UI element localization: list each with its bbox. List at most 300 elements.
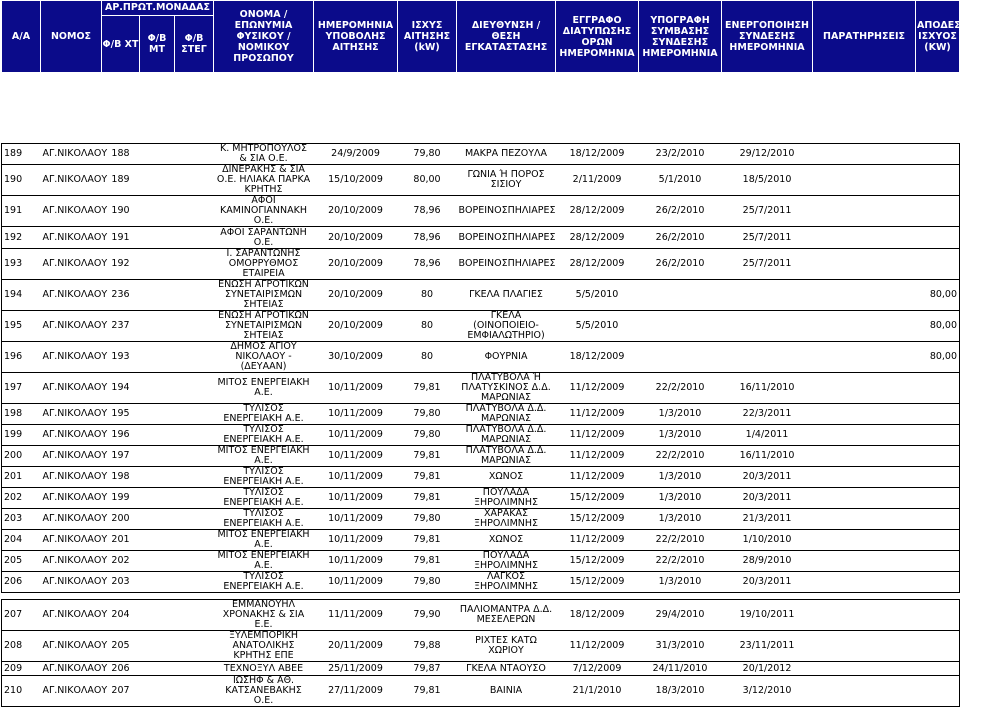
cell-xt: 202 (102, 551, 140, 572)
cell-parat (813, 425, 916, 446)
cell-onoma: ΞΥΛΕΜΠΟΡΙΚΗ ΑΝΑΤΟΛΙΚΗΣ ΚΡΗΤΗΣ ΕΠΕ (214, 631, 314, 662)
cell-parat (813, 530, 916, 551)
cell-eggrafo: 18/12/2009 (556, 144, 639, 165)
cell-energ: 18/5/2010 (722, 165, 813, 196)
cell-aa: 208 (2, 631, 41, 662)
cell-energ: 1/10/2010 (722, 530, 813, 551)
cell-kw: 79,81 (398, 488, 457, 509)
cell-ypografi: 1/3/2010 (639, 509, 722, 530)
table-row (2, 676, 960, 707)
cell-onoma: ΤΥΛΙΣΟΣ ΕΝΕΡΓΕΙΑΚΗ Α.Ε. (214, 467, 314, 488)
cell-eggrafo: 11/12/2009 (556, 404, 639, 425)
cell-steg (175, 572, 214, 593)
cell-energ: 21/3/2011 (722, 509, 813, 530)
header-apodesmeusi: ΑΠΟΔΕΣΜΕΥΣΗ ΙΣΧΥΟΣ (KW) (916, 1, 960, 73)
cell-parat (813, 165, 916, 196)
cell-nomos: ΑΓ.ΝΙΚΟΛΑΟΥ (41, 373, 102, 404)
cell-hm: 10/11/2009 (314, 446, 398, 467)
cell-parat (813, 600, 916, 631)
cell-onoma: ΕΝΩΣΗ ΑΓΡΟΤΙΚΩΝ ΣΥΝΕΤΑΙΡΙΣΜΩΝ ΣΗΤΕΙΑΣ (214, 311, 314, 342)
cell-energ: 22/3/2011 (722, 404, 813, 425)
cell-nomos: ΑΓ.ΝΙΚΟΛΑΟΥ (41, 600, 102, 631)
cell-aa: 189 (2, 144, 41, 165)
table-row (2, 467, 960, 488)
cell-kw: 79,81 (398, 676, 457, 707)
cell-eggrafo: 15/12/2009 (556, 488, 639, 509)
header-onoma: ΟΝΟΜΑ / ΕΠΩΝΥΜΙΑ ΦΥΣΙΚΟΥ / ΝΟΜΙΚΟΥ ΠΡΟΣΩΠΟΥ (214, 1, 314, 73)
cell-dief: ΜΑΚΡΑ ΠΕΖΟΥΛΑ (457, 144, 556, 165)
cell-steg (175, 404, 214, 425)
cell-parat (813, 446, 916, 467)
cell-parat (813, 572, 916, 593)
cell-steg (175, 631, 214, 662)
table-row (2, 600, 960, 631)
cell-dief: ΒΟΡΕΙΝΟΣΠΗΛΙΑΡΕΣ (457, 196, 556, 227)
cell-parat (813, 551, 916, 572)
table-row (2, 662, 960, 676)
cell-steg (175, 165, 214, 196)
cell-kw: 78,96 (398, 196, 457, 227)
cell-xt: 194 (102, 373, 140, 404)
cell-aa: 195 (2, 311, 41, 342)
cell-eggrafo: 28/12/2009 (556, 227, 639, 249)
cell-mt (140, 280, 175, 311)
cell-xt: 190 (102, 196, 140, 227)
cell-xt: 237 (102, 311, 140, 342)
cell-onoma: ΙΩΣΗΦ & ΑΘ. ΚΑΤΣΑΝΕΒΑΚΗΣ Ο.Ε. (214, 676, 314, 707)
cell-hm: 10/11/2009 (314, 373, 398, 404)
cell-onoma: ΔΙΝΕΡΑΚΗΣ & ΣΙΑ Ο.Ε. ΗΛΙΑΚΑ ΠΑΡΚΑ ΚΡΗΤΗΣ (214, 165, 314, 196)
cell-apod (916, 488, 960, 509)
table-row (2, 425, 960, 446)
cell-kw: 79,81 (398, 446, 457, 467)
cell-energ: 20/1/2012 (722, 662, 813, 676)
table-row (2, 373, 960, 404)
table-row (2, 488, 960, 509)
cell-parat (813, 488, 916, 509)
cell-kw: 79,88 (398, 631, 457, 662)
cell-dief: ΒΑΙΝΙΑ (457, 676, 556, 707)
cell-xt: 196 (102, 425, 140, 446)
cell-nomos: ΑΓ.ΝΙΚΟΛΑΟΥ (41, 404, 102, 425)
header-fb-steg: Φ/Β ΣΤΕΓ (174, 16, 213, 72)
cell-ypografi: 29/4/2010 (639, 600, 722, 631)
cell-eggrafo: 18/12/2009 (556, 342, 639, 373)
table-row (2, 404, 960, 425)
cell-nomos: ΑΓ.ΝΙΚΟΛΑΟΥ (41, 488, 102, 509)
cell-parat (813, 373, 916, 404)
cell-mt (140, 467, 175, 488)
cell-parat (813, 676, 916, 707)
cell-hm: 20/10/2009 (314, 280, 398, 311)
header-fb-group (102, 1, 214, 73)
cell-nomos: ΑΓ.ΝΙΚΟΛΑΟΥ (41, 572, 102, 593)
cell-onoma: ΜΙΤΟΣ ΕΝΕΡΓΕΙΑΚΗ Α.Ε. (214, 373, 314, 404)
cell-onoma: ΕΜΜΑΝΟΥΗΛ ΧΡΟΝΑΚΗΣ & ΣΙΑ Ε.Ε. (214, 600, 314, 631)
cell-parat (813, 196, 916, 227)
cell-parat (813, 342, 916, 373)
cell-dief: ΠΟΥΛΑΔΑ ΞΗΡΟΛΙΜΝΗΣ (457, 488, 556, 509)
cell-dief: ΠΛΑΤΥΒΟΛΑ Δ.Δ. ΜΑΡΩΝΙΑΣ (457, 425, 556, 446)
cell-onoma: ΜΙΤΟΣ ΕΝΕΡΓΕΙΑΚΗ Α.Ε. (214, 551, 314, 572)
cell-aa: 196 (2, 342, 41, 373)
cell-xt: 204 (102, 600, 140, 631)
cell-dief: ΧΩΝΟΣ (457, 530, 556, 551)
cell-apod (916, 676, 960, 707)
cell-apod (916, 144, 960, 165)
cell-mt (140, 165, 175, 196)
header-ypografi: ΥΠΟΓΡΑΦΗ ΣΥΜΒΑΣΗΣ ΣΥΝΔΕΣΗΣ ΗΜΕΡΟΜΗΝΙΑ (639, 1, 722, 73)
cell-mt (140, 196, 175, 227)
cell-xt: 189 (102, 165, 140, 196)
cell-dief: ΦΟΥΡΝΙΑ (457, 342, 556, 373)
cell-kw: 79,80 (398, 144, 457, 165)
table-row (2, 280, 960, 311)
cell-kw: 79,80 (398, 404, 457, 425)
cell-hm: 15/10/2009 (314, 165, 398, 196)
cell-ypografi (639, 311, 722, 342)
table-row (2, 342, 960, 373)
header-hm-ypovolis: ΗΜΕΡΟΜΗΝΙΑ ΥΠΟΒΟΛΗΣ ΑΙΤΗΣΗΣ (314, 1, 398, 73)
cell-energ: 25/7/2011 (722, 249, 813, 280)
table-row (2, 572, 960, 593)
cell-steg (175, 196, 214, 227)
cell-parat (813, 227, 916, 249)
cell-aa: 210 (2, 676, 41, 707)
cell-ypografi: 18/3/2010 (639, 676, 722, 707)
cell-kw: 80,00 (398, 165, 457, 196)
cell-xt: 206 (102, 662, 140, 676)
cell-mt (140, 572, 175, 593)
cell-aa: 202 (2, 488, 41, 509)
cell-dief: ΒΟΡΕΙΝΟΣΠΗΛΙΑΡΕΣ (457, 227, 556, 249)
cell-onoma: ΜΙΤΟΣ ΕΝΕΡΓΕΙΑΚΗ Α.Ε. (214, 530, 314, 551)
header-row (2, 1, 960, 73)
cell-aa: 200 (2, 446, 41, 467)
header-diefthinsi: ΔΙΕΥΘΥΝΣΗ / ΘΕΣΗ ΕΓΚΑΤΑΣΤΑΣΗΣ (457, 1, 556, 73)
cell-mt (140, 488, 175, 509)
cell-nomos: ΑΓ.ΝΙΚΟΛΑΟΥ (41, 165, 102, 196)
cell-mt (140, 551, 175, 572)
cell-steg (175, 227, 214, 249)
cell-onoma: ΤΥΛΙΣΟΣ ΕΝΕΡΓΕΙΑΚΗ Α.Ε. (214, 488, 314, 509)
header-aa: Α/Α (2, 1, 41, 73)
cell-dief: ΛΑΓΚΟΣ ΞΗΡΟΛΙΜΝΗΣ (457, 572, 556, 593)
cell-mt (140, 509, 175, 530)
cell-onoma: ΑΦΟΙ ΣΑΡΑΝΤΩΝΗ Ο.Ε. (214, 227, 314, 249)
cell-xt: 205 (102, 631, 140, 662)
cell-xt: 195 (102, 404, 140, 425)
cell-apod (916, 404, 960, 425)
cell-ypografi: 22/2/2010 (639, 530, 722, 551)
cell-aa: 197 (2, 373, 41, 404)
cell-xt: 207 (102, 676, 140, 707)
cell-eggrafo: 28/12/2009 (556, 196, 639, 227)
header-ar-prot: ΑΡ.ΠΡΩΤ.ΜΟΝΑΔΑΣ (102, 1, 213, 16)
cell-onoma: ΔΗΜΟΣ ΑΓΙΟΥ ΝΙΚΟΛΑΟΥ - (ΔΕΥΑΑΝ) (214, 342, 314, 373)
cell-apod (916, 467, 960, 488)
cell-energ: 3/12/2010 (722, 676, 813, 707)
cell-onoma: ΤΥΛΙΣΟΣ ΕΝΕΡΓΕΙΑΚΗ Α.Ε. (214, 509, 314, 530)
cell-parat (813, 509, 916, 530)
cell-eggrafo: 5/5/2010 (556, 311, 639, 342)
cell-kw: 79,81 (398, 467, 457, 488)
cell-mt (140, 249, 175, 280)
cell-mt (140, 404, 175, 425)
cell-eggrafo: 18/12/2009 (556, 600, 639, 631)
cell-xt: 236 (102, 280, 140, 311)
cell-aa: 205 (2, 551, 41, 572)
cell-onoma: ΑΦΟΙ ΚΑΜΙΝΟΓΙΑΝΝΑΚΗ Ο.Ε. (214, 196, 314, 227)
cell-ypografi: 31/3/2010 (639, 631, 722, 662)
cell-ypografi: 22/2/2010 (639, 373, 722, 404)
cell-mt (140, 311, 175, 342)
cell-hm: 10/11/2009 (314, 530, 398, 551)
cell-nomos: ΑΓ.ΝΙΚΟΛΑΟΥ (41, 196, 102, 227)
cell-nomos: ΑΓ.ΝΙΚΟΛΑΟΥ (41, 342, 102, 373)
cell-mt (140, 676, 175, 707)
cell-steg (175, 530, 214, 551)
cell-nomos: ΑΓ.ΝΙΚΟΛΑΟΥ (41, 530, 102, 551)
cell-energ: 20/3/2011 (722, 467, 813, 488)
cell-mt (140, 425, 175, 446)
cell-ypografi: 1/3/2010 (639, 488, 722, 509)
cell-energ: 28/9/2010 (722, 551, 813, 572)
cell-nomos: ΑΓ.ΝΙΚΟΛΑΟΥ (41, 249, 102, 280)
cell-dief: ΓΩΝΙΑ Ή ΠΟΡΟΣ ΣΙΣΙΟΥ (457, 165, 556, 196)
cell-xt: 198 (102, 467, 140, 488)
cell-apod (916, 165, 960, 196)
cell-ypografi: 1/3/2010 (639, 425, 722, 446)
cell-dief: ΠΛΑΤΥΒΟΛΑ Ή ΠΛΑΤΥΣΚΙΝΟΣ Δ.Δ. ΜΑΡΩΝΙΑΣ (457, 373, 556, 404)
cell-steg (175, 600, 214, 631)
cell-hm: 20/10/2009 (314, 249, 398, 280)
cell-energ (722, 280, 813, 311)
cell-steg (175, 280, 214, 311)
table-row (2, 631, 960, 662)
cell-steg (175, 551, 214, 572)
cell-apod (916, 425, 960, 446)
cell-nomos: ΑΓ.ΝΙΚΟΛΑΟΥ (41, 425, 102, 446)
cell-apod (916, 631, 960, 662)
cell-mt (140, 530, 175, 551)
header-paratiriseis: ΠΑΡΑΤΗΡΗΣΕΙΣ (813, 1, 916, 73)
cell-aa: 203 (2, 509, 41, 530)
cell-eggrafo: 11/12/2009 (556, 446, 639, 467)
cell-eggrafo: 7/12/2009 (556, 662, 639, 676)
cell-eggrafo: 15/12/2009 (556, 572, 639, 593)
cell-nomos: ΑΓ.ΝΙΚΟΛΑΟΥ (41, 676, 102, 707)
cell-kw: 78,96 (398, 249, 457, 280)
cell-nomos: ΑΓ.ΝΙΚΟΛΑΟΥ (41, 311, 102, 342)
cell-onoma: ΤΥΛΙΣΟΣ ΕΝΕΡΓΕΙΑΚΗ Α.Ε. (214, 404, 314, 425)
cell-eggrafo: 15/12/2009 (556, 509, 639, 530)
cell-hm: 10/11/2009 (314, 467, 398, 488)
cell-xt: 193 (102, 342, 140, 373)
cell-kw: 79,80 (398, 572, 457, 593)
cell-dief: ΓΚΕΛΑ ΝΤΑΟΥΣΟ (457, 662, 556, 676)
cell-eggrafo: 11/12/2009 (556, 373, 639, 404)
cell-parat (813, 249, 916, 280)
cell-kw: 80 (398, 311, 457, 342)
cell-hm: 20/11/2009 (314, 631, 398, 662)
cell-eggrafo: 11/12/2009 (556, 425, 639, 446)
cell-apod (916, 509, 960, 530)
cell-nomos: ΑΓ.ΝΙΚΟΛΑΟΥ (42, 662, 108, 674)
cell-energ: 25/7/2011 (722, 227, 813, 249)
cell-aa: 199 (2, 425, 41, 446)
cell-ypografi: 26/2/2010 (639, 249, 722, 280)
cell-ypografi: 1/3/2010 (639, 572, 722, 593)
cell-ypografi: 24/11/2010 (639, 662, 722, 676)
cell-kw: 80 (398, 342, 457, 373)
cell-xt: 201 (102, 530, 140, 551)
cell-hm: 10/11/2009 (314, 509, 398, 530)
cell-nomos: ΑΓ.ΝΙΚΟΛΑΟΥ (41, 467, 102, 488)
cell-xt: 199 (102, 488, 140, 509)
cell-nomos: ΑΓ.ΝΙΚΟΛΑΟΥ (41, 227, 102, 249)
cell-apod (916, 530, 960, 551)
header-fb-xt: Φ/Β ΧΤ (102, 38, 139, 50)
cell-hm: 10/11/2009 (314, 551, 398, 572)
cell-energ (722, 342, 813, 373)
cell-onoma: ΕΝΩΣΗ ΑΓΡΟΤΙΚΩΝ ΣΥΝΕΤΑΙΡΙΣΜΩΝ ΣΗΤΕΙΑΣ (214, 280, 314, 311)
cell-steg (175, 144, 214, 165)
cell-nomos: ΑΓ.ΝΙΚΟΛΑΟΥ (41, 446, 102, 467)
cell-parat (813, 311, 916, 342)
cell-energ: 29/12/2010 (722, 144, 813, 165)
cell-parat (813, 631, 916, 662)
cell-energ: 1/4/2011 (722, 425, 813, 446)
cell-onoma: Κ. ΜΗΤΡΟΠΟΥΛΟΣ & ΣΙΑ Ο.Ε. (214, 144, 314, 165)
cell-kw: 78,96 (398, 227, 457, 249)
cell-apod: 80,00 (916, 280, 960, 311)
table-row (2, 144, 960, 165)
cell-eggrafo: 28/12/2009 (556, 249, 639, 280)
cell-dief: ΧΩΝΟΣ (457, 467, 556, 488)
cell-eggrafo: 21/1/2010 (556, 676, 639, 707)
cell-energ: 16/11/2010 (722, 446, 813, 467)
cell-dief: ΒΟΡΕΙΝΟΣΠΗΛΙΑΡΕΣ (457, 249, 556, 280)
cell-aa: 190 (2, 165, 41, 196)
cell-xt: 200 (102, 509, 140, 530)
cell-xt: 188 (102, 144, 140, 165)
cell-dief: ΠΑΛΙΟΜΑΝΤΡΑ Δ.Δ. ΜΕΣΕΛΕΡΩΝ (457, 600, 556, 631)
cell-apod (916, 446, 960, 467)
cell-apod (916, 249, 960, 280)
cell-mt (140, 631, 175, 662)
cell-steg (175, 311, 214, 342)
cell-onoma: ΜΙΤΟΣ ΕΝΕΡΓΕΙΑΚΗ Α.Ε. (214, 446, 314, 467)
cell-nomos: ΑΓ.ΝΙΚΟΛΑΟΥ (41, 509, 102, 530)
cell-mt (140, 144, 175, 165)
cell-steg (175, 662, 214, 676)
cell-steg (175, 509, 214, 530)
cell-kw: 79,90 (398, 600, 457, 631)
cell-aa: 194 (2, 280, 41, 311)
cell-onoma: Ι. ΣΑΡΑΝΤΩΝΗΣ ΟΜΟΡΡΥΘΜΟΣ ΕΤΑΙΡΕΙΑ (214, 249, 314, 280)
cell-apod: 80,00 (916, 342, 960, 373)
cell-aa: 198 (2, 404, 41, 425)
cell-dief: ΓΚΕΛΑ (ΟΙΝΟΠΟΙΕΙΟ-ΕΜΦΙΑΛΩΤΗΡΙΟ) (457, 311, 556, 342)
cell-eggrafo: 11/12/2009 (556, 467, 639, 488)
cell-steg (175, 446, 214, 467)
cell-steg (175, 342, 214, 373)
cell-mt (140, 227, 175, 249)
cell-steg (175, 373, 214, 404)
applications-table (1, 0, 998, 707)
cell-hm: 10/11/2009 (314, 488, 398, 509)
cell-hm: 10/11/2009 (314, 425, 398, 446)
cell-kw: 79,87 (398, 662, 457, 676)
cell-aa: 201 (2, 467, 41, 488)
cell-aa: 191 (2, 196, 41, 227)
cell-aa: 207 (2, 600, 41, 631)
cell-xt: 197 (102, 446, 140, 467)
cell-steg (175, 488, 214, 509)
cell-parat (813, 467, 916, 488)
cell-dief: ΧΑΡΑΚΑΣ ΞΗΡΟΛΙΜΝΗΣ (457, 509, 556, 530)
cell-ypografi: 5/1/2010 (639, 165, 722, 196)
cell-kw: 79,80 (398, 425, 457, 446)
cell-ypografi: 22/2/2010 (639, 446, 722, 467)
cell-steg (175, 467, 214, 488)
cell-ypografi: 1/3/2010 (639, 404, 722, 425)
header-eggrafo: ΕΓΓΡΑΦΟ ΔΙΑΤΥΠΩΣΗΣ ΟΡΩΝ ΗΜΕΡΟΜΗΝΙΑ (556, 1, 639, 73)
cell-parat (813, 404, 916, 425)
table-row (2, 311, 960, 342)
cell-mt (140, 600, 175, 631)
cell-hm: 20/10/2009 (314, 227, 398, 249)
cell-nomos: ΑΓ.ΝΙΚΟΛΑΟΥ (41, 631, 102, 662)
cell-ypografi: 26/2/2010 (639, 227, 722, 249)
cell-apod (916, 551, 960, 572)
header-fb-mt: Φ/Β ΜΤ (139, 16, 174, 72)
cell-kw: 79,81 (398, 530, 457, 551)
cell-ypografi (639, 280, 722, 311)
cell-dief: ΠΛΑΤΥΒΟΛΑ Δ.Δ. ΜΑΡΩΝΙΑΣ (457, 446, 556, 467)
cell-hm: 24/9/2009 (314, 144, 398, 165)
cell-hm: 20/10/2009 (314, 196, 398, 227)
cell-dief: ΠΟΥΛΑΔΑ ΞΗΡΟΛΙΜΝΗΣ (457, 551, 556, 572)
cell-aa: 192 (2, 227, 41, 249)
cell-mt (140, 662, 175, 676)
cell-parat (813, 280, 916, 311)
cell-nomos: ΑΓ.ΝΙΚΟΛΑΟΥ (41, 144, 102, 165)
cell-eggrafo: 15/12/2009 (556, 551, 639, 572)
table-row (2, 530, 960, 551)
cell-steg (175, 676, 214, 707)
cell-onoma: ΤΕΧΝΟΞΥΛ ΑΒΕΕ (214, 662, 314, 676)
cell-parat (813, 662, 916, 676)
cell-apod (916, 227, 960, 249)
cell-hm: 20/10/2009 (314, 311, 398, 342)
cell-hm: 30/10/2009 (314, 342, 398, 373)
cell-mt (140, 446, 175, 467)
cell-eggrafo: 5/5/2010 (556, 280, 639, 311)
cell-apod (916, 600, 960, 631)
cell-eggrafo: 2/11/2009 (556, 165, 639, 196)
cell-dief: ΡΙΧΤΕΣ ΚΑΤΩ ΧΩΡΙΟΥ (457, 631, 556, 662)
cell-ypografi: 26/2/2010 (639, 196, 722, 227)
cell-kw: 79,81 (398, 551, 457, 572)
cell-eggrafo: 11/12/2009 (556, 530, 639, 551)
cell-aa: 206 (2, 572, 41, 593)
table-row (2, 509, 960, 530)
cell-aa: 209 (2, 662, 41, 676)
cell-xt: 203 (102, 572, 140, 593)
cell-parat (813, 144, 916, 165)
